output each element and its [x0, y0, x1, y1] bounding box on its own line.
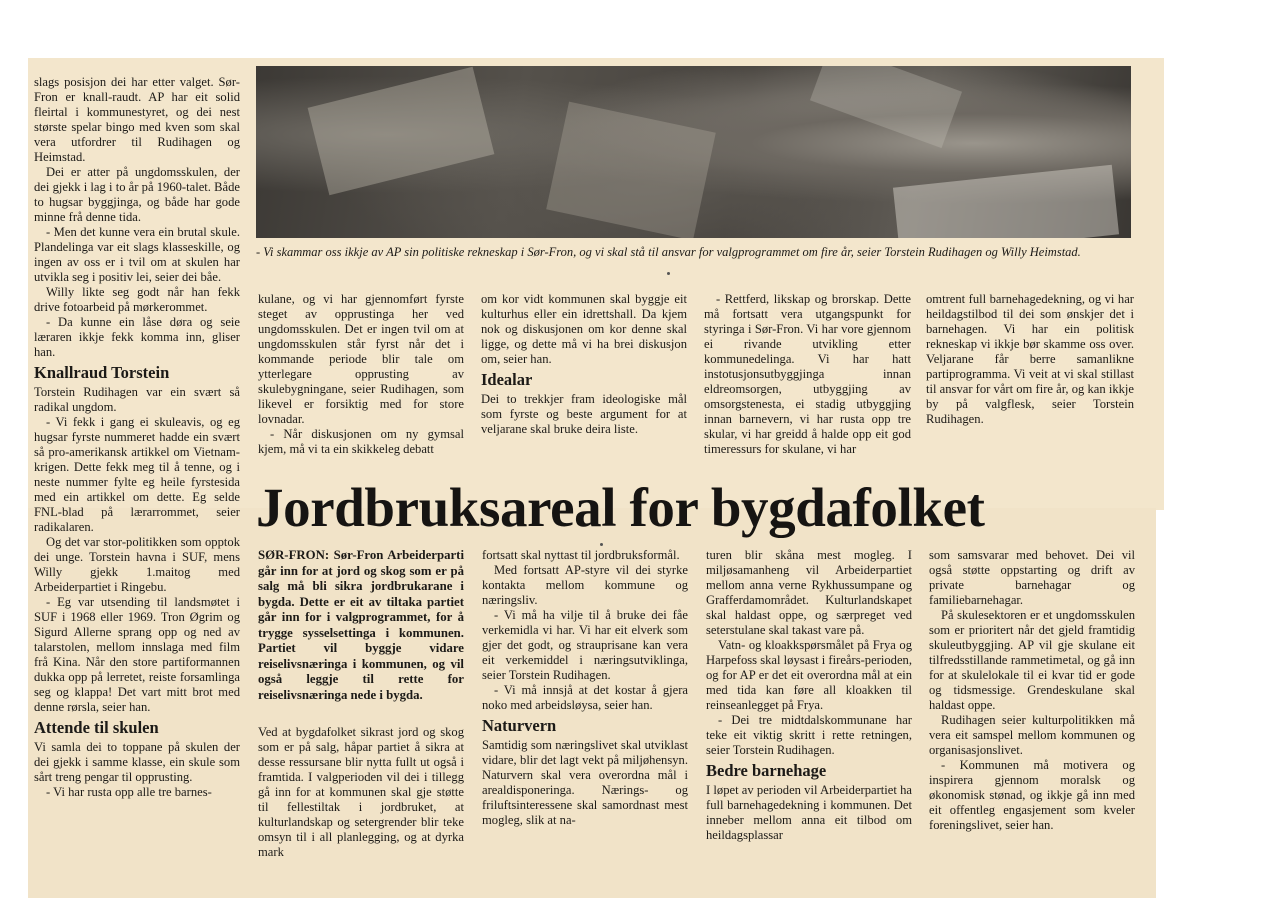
- paragraph: - Eg var utsending til landsmøtet i SUF i 1968 eller 1969. Tron Øgrim og Sigurd Allerne sprang opp og ned av talarstolen, mellom innslaga med film frå Kina. Når den store partiformannen dukka opp på lerretet, reiste forsamlinga seg og klappa! Det vart mitt brot med denne rørsla, seier han.: [34, 595, 240, 714]
- lead-paragraph: [258, 548, 464, 703]
- paragraph: om kor vidt kommunen skal byggje eit kulturhus eller ein idrettshall. Da kjem nok og diskusjonen om kor denne skal ligge, og dette må vi ha brei diskusjon om, seier han.: [481, 292, 687, 366]
- paragraph: turen blir skåna mest mogleg. I miljøsamanheng vil Arbeiderpartiet mellom anna verne Rykhussumpane og Grafferdamområdet. Kulturlandskapet skal haldast oppe, og særpreget ved seterstulane skal takast vare på.: [706, 548, 912, 637]
- paragraph: - Vi må innsjå at det kostar å gjera noko med arbeidsløysa, seier han.: [482, 683, 688, 712]
- paragraph: - Rettferd, likskap og brorskap. Dette må fortsatt vera utgangspunkt for styringa i Sør-Fron. Vi har vore gjennom ei rivande utvikling etter kommunedelinga. Vi har hatt instotusjonsutbyggjinga innan eldreomsorgen, utbyggjing av omsorgstenesta, ei stadig utbyggjing innan barnevern, vi har rusta opp tre skular, vi har greidd å halde opp eit god timeressurs for skulane, vi har: [704, 292, 911, 456]
- paragraph: Torstein Rudihagen var ein svært så radikal ungdom.: [34, 385, 240, 414]
- lead-text: Sør-Fron Arbeiderparti går inn for at jord og skog som er på salg må bli sikra jordbrukarane i bygda. Dette er eit av tiltaka partiet går inn for i valgprogrammet, for å trygge sysselsettinga i kommunen. Partiet vil byggje vidare reiselivsnæringa i kommunen, og vil også leggje til rette for reiselivsnæringa nede i bygda.: [258, 548, 464, 702]
- paragraph: - Vi fekk i gang ei skuleavis, og eg hugsar fyrste nummeret hadde ein svært så pro-amerikansk artikkel om Vietnam-krigen. Dette fekk meg til å tenne, og i neste nummer fylte eg heile fyrstesida med ein artikkel om dette. Eg selde FNL-blad på lærarrommet, seier radikalaren.: [34, 415, 240, 534]
- paragraph: Dei er atter på ungdomsskulen, der dei gjekk i lag i to år på 1960-talet. Både to hugsar byggjinga, og både har gode minne frå denne tida.: [34, 165, 240, 224]
- paragraph: kulane, og vi har gjennomført fyrste steget av opprustinga her ved ungdomsskulen. Det er ingen tvil om at ungdomsskulen står fyrst når det i kommande periode blir tale om ytterlegare opprusting av skulebygningane, seier Rudihagen, som likevel er forsiktig med for store lovnadar.: [258, 292, 464, 426]
- subheading: Knallraud Torstein: [34, 363, 170, 382]
- subheading: Attende til skulen: [34, 718, 159, 737]
- paragraph: - Kommunen må motivera og inspirera gjennom moralsk og økonomisk stønad, og ikkje gå inn med eit offentleg engasjement som kveler foreningslivet, seier han.: [929, 758, 1135, 832]
- article-photo: [256, 66, 1131, 238]
- top-column-2: [258, 292, 464, 457]
- paragraph: - Men det kunne vera ein brutal skule. Plandelinga var eit slags klasseskille, og ingen av oss er i tvil om at skulen har utvikla seg i positiv lei, seier dei båe.: [34, 225, 240, 284]
- paragraph: - Vi må ha vilje til å bruke dei fåe verkemidla vi har. Vi har eit elverk som gjer det godt, og strauprisane kan vera eit verkemiddel i næringsutviklinga, seier Torstein Rudihagen.: [482, 608, 688, 682]
- paragraph: - Dei tre midtdalskommunane har teke eit viktig skritt i rette retningen, seier Torstein Rudihagen.: [706, 713, 912, 757]
- photo-paper-shape: [810, 66, 962, 148]
- top-column-4: [704, 292, 911, 457]
- paragraph: I løpet av perioden vil Arbeiderpartiet ha full barnehagedekning i kommunen. Det inneber mellom anna eit tilbod om heildagsplassar: [706, 783, 912, 842]
- top-column-5: [926, 292, 1134, 427]
- paragraph: - Når diskusjonen om ny gymsal kjem, må vi ta ein skikkeleg debatt: [258, 427, 464, 456]
- paragraph: som samsvarar med behovet. Dei vil også støtte oppstarting og drift av private barnehagar og familiebarnehagar.: [929, 548, 1135, 607]
- paragraph: Rudihagen seier kulturpolitikken må vera eit samspel mellom kommunen og organisasjonslivet.: [929, 713, 1135, 757]
- paragraph: Samtidig som næringslivet skal utviklast vidare, blir det lagt vekt på miljøhensyn. Naturvern skal vera overordna mål i arealdisponeringa. Nærings- og friluftsinteressene skal samordnast mest mogleg, slik at na-: [482, 738, 688, 827]
- print-speck: [600, 543, 603, 546]
- top-column-3: [481, 292, 687, 437]
- subheading: Bedre barnehage: [706, 761, 827, 780]
- paragraph: slags posisjon dei har etter valget. Sør-Fron er knall-raudt. AP har eit solid fleirtal i kommunestyret, og dei nest største spelar bingo med kven som skal vera utfordrer til Rudihagen og Heimstad.: [34, 75, 240, 164]
- dateline: SØR-FRON:: [258, 548, 330, 562]
- article-headline: Jordbruksareal for bygdafolket: [256, 477, 985, 538]
- paragraph: Dei to trekkjer fram ideologiske mål som fyrste og beste argument for at veljarane skal bruke deira liste.: [481, 392, 687, 436]
- bottom-column-2: [482, 548, 688, 828]
- subheading: Idealar: [481, 370, 533, 389]
- bottom-column-1: [258, 548, 464, 860]
- paragraph: Med fortsatt AP-styre vil dei styrke kontakta mellom kommune og næringsliv.: [482, 563, 688, 607]
- paragraph: - Da kunne ein låse døra og seie læraren ikkje fekk komma inn, gliser han.: [34, 315, 240, 359]
- bottom-column-3: [706, 548, 912, 843]
- paragraph: omtrent full barnehagedekning, og vi har heildagstilbod til dei som ønskjer det i barnehagen. Vi har ein politisk rekneskap vi ikkje bør skamme oss over. Veljarane får berre samanlikne partiprogramma. Vi veit at vi skal stillast til ansvar for vårt om fire år, og kan ikkje by på valgflesk, seier Torstein Rudihagen.: [926, 292, 1134, 426]
- bottom-column-4: [929, 548, 1135, 833]
- photo-caption: - Vi skammar oss ikkje av AP sin politiske rekneskap i Sør-Fron, og vi skal stå til ansvar for valgprogrammet om fire år, seier Torstein Rudihagen og Willy Heimstad.: [256, 245, 1081, 259]
- paragraph: Og det var stor-politikken som opptok dei unge. Torstein havna i SUF, mens Willy gjekk 1.maitog med Arbeiderpartiet i Ringebu.: [34, 535, 240, 594]
- photo-paper-shape: [308, 67, 495, 195]
- paragraph: Vi samla dei to toppane på skulen der dei gjekk i samme klasse, ein skule som sårt treng pengar til opprusting.: [34, 740, 240, 784]
- paragraph: - Vi har rusta opp alle tre barnes-: [46, 785, 212, 799]
- subheading: Naturvern: [482, 716, 557, 735]
- paragraph: fortsatt skal nyttast til jordbruksformål.: [482, 548, 680, 562]
- print-speck: [667, 272, 670, 275]
- photo-paper-shape: [546, 102, 716, 238]
- paragraph: Vatn- og kloakkspørsmålet på Frya og Harpefoss skal løysast i fireårs-perioden, og for AP er det eit overordna mål at ein med tida kan føre all kloakken til reinseanlegget på Frya.: [706, 638, 912, 712]
- paragraph: Willy likte seg godt når han fekk drive fotoarbeid på mørkerommet.: [34, 285, 240, 314]
- paragraph: Ved at bygdafolket sikrast jord og skog som er på salg, håpar partiet å sikra at desse ressursane blir nytta fullt ut også i framtida. I valgperioden vil dei i tillegg gå inn for at kommunen skal gje støtte til fellestiltak i jordbruket, at kulturlandskap og setergrender blir teke omsyn til i all planlegging, og at dyrka mark: [258, 725, 464, 859]
- paragraph: På skulesektoren er et ungdomsskulen som er prioritert når det gjeld framtidig skuleutbyggjing. AP vil gje skulane eit tilfredsstillande rammetimetal, og gå inn for at skulelokale til ei kvar tid er gode og tidsmessige. Grendeskulane skal haldast oppe.: [929, 608, 1135, 712]
- photo-paper-shape: [893, 165, 1119, 238]
- top-column-1: [34, 75, 240, 800]
